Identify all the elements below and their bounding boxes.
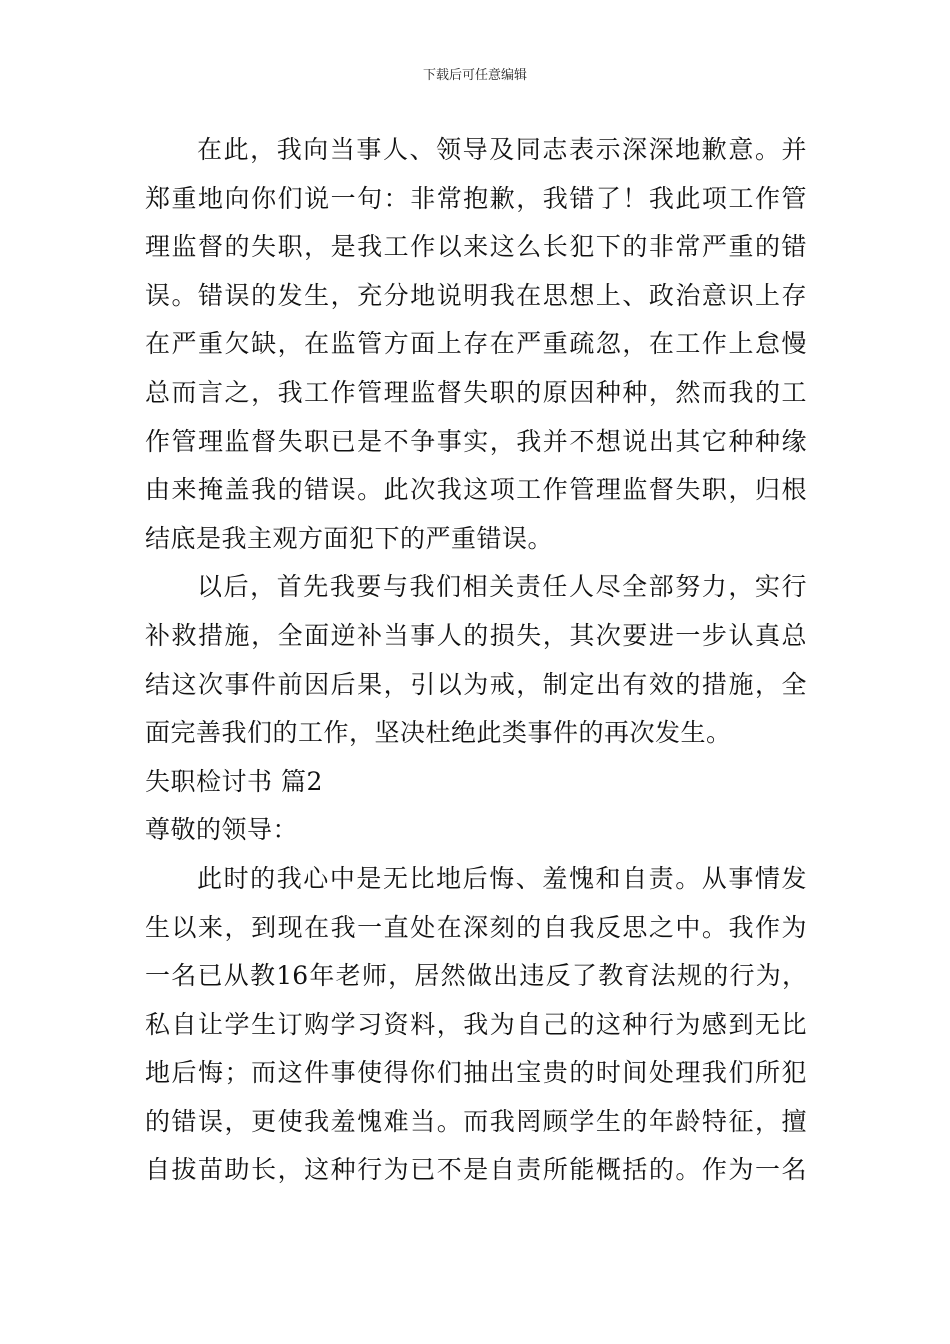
text-line: 一名已从教16年老师，居然做出违反了教育法规的行为， bbox=[145, 961, 807, 991]
text-line: 生以来，到现在我一直处在深刻的自我反思之中。我作为 bbox=[145, 912, 807, 942]
text-line: 的错误，更使我羞愧难当。而我罔顾学生的年龄特征，擅 bbox=[145, 1106, 807, 1136]
text-line: 理监督的失职，是我工作以来这么长犯下的非常严重的错 bbox=[145, 232, 807, 262]
text-line: 郑重地向你们说一句：非常抱歉，我错了！我此项工作管 bbox=[145, 183, 807, 213]
page-header: 下载后可任意编辑 bbox=[422, 68, 527, 83]
section-title: 失职检讨书 篇2 bbox=[145, 766, 323, 796]
salutation: 尊敬的领导： bbox=[145, 815, 299, 845]
text-line: 在此，我向当事人、领导及同志表示深深地歉意。并 bbox=[197, 135, 807, 164]
text-line: 结这次事件前因后果，引以为戒，制定出有效的措施，全 bbox=[145, 669, 807, 699]
text-line: 地后悔；而这件事使得你们抽出宝贵的时间处理我们所犯 bbox=[145, 1058, 807, 1088]
text-line: 以后，首先我要与我们相关责任人尽全部努力，实行 bbox=[197, 572, 807, 602]
text-line: 自拔苗助长，这种行为已不是自责所能概括的。作为一名 bbox=[145, 1155, 807, 1185]
text-line: 作管理监督失职已是不争事实，我并不想说出其它种种缘 bbox=[145, 426, 807, 456]
text-line: 面完善我们的工作，坚决杜绝此类事件的再次发生。 bbox=[145, 718, 732, 748]
text-line: 总而言之，我工作管理监督失职的原因种种，然而我的工 bbox=[145, 377, 807, 407]
text-line: 由来掩盖我的错误。此次我这项工作管理监督失职，归根 bbox=[145, 475, 807, 505]
document-body bbox=[145, 126, 807, 1195]
text-line: 此时的我心中是无比地后悔、羞愧和自责。从事情发 bbox=[197, 863, 807, 893]
text-line: 结底是我主观方面犯下的严重错误。 bbox=[145, 523, 554, 553]
text-line: 私自让学生订购学习资料，我为自己的这种行为感到无比 bbox=[145, 1009, 807, 1039]
text-line: 在严重欠缺，在监管方面上存在严重疏忽，在工作上怠慢 bbox=[145, 329, 807, 359]
text-line: 补救措施，全面逆补当事人的损失，其次要进一步认真总 bbox=[145, 620, 807, 650]
text-line: 误。错误的发生，充分地说明我在思想上、政治意识上存 bbox=[145, 280, 807, 310]
